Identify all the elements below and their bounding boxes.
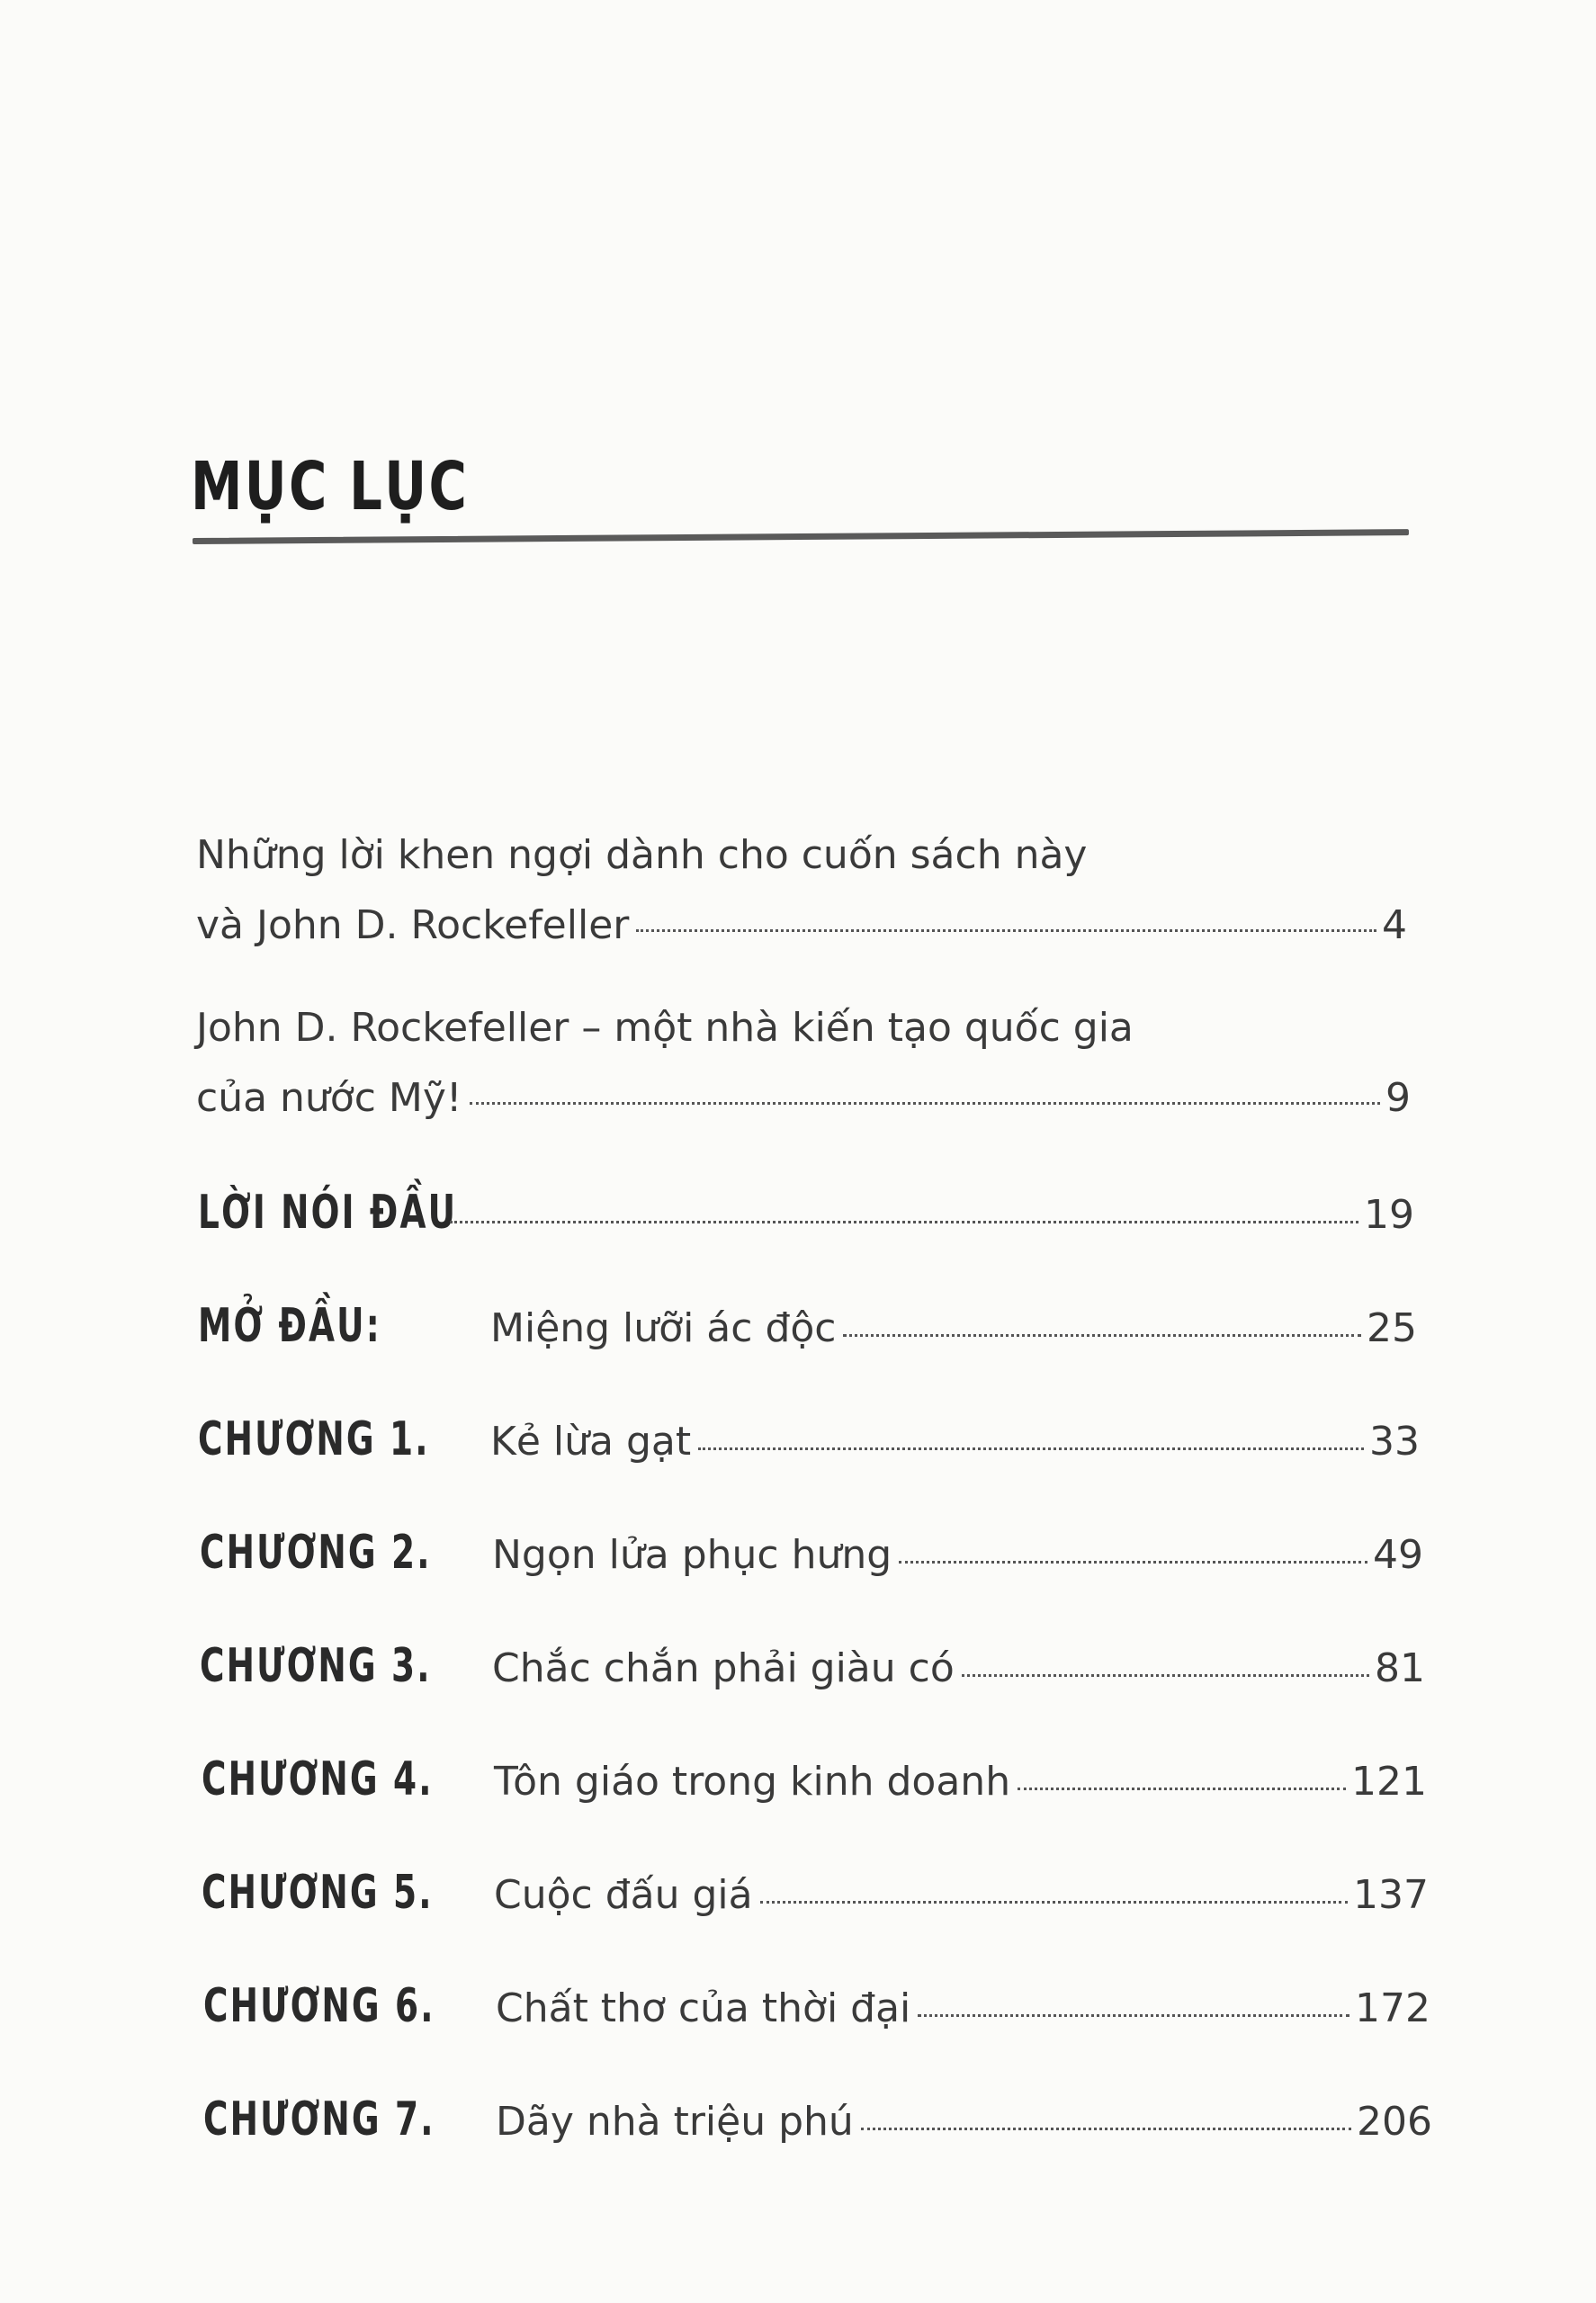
toc-entry-text: Những lời khen ngợi dành cho cuốn sách này — [196, 832, 1088, 878]
toc-entry-text: của nước Mỹ! — [196, 1075, 462, 1121]
toc-entry-text: Miệng lưỡi ác độc — [490, 1305, 837, 1351]
dot-leader — [636, 929, 1376, 932]
page-number: 81 — [1375, 1645, 1425, 1691]
toc-entry-praise[interactable] — [196, 902, 1407, 948]
dot-leader — [861, 2128, 1351, 2130]
toc-entry-text: Kẻ lừa gạt — [490, 1419, 692, 1465]
toc-entry-text: Chất thơ của thời đại — [496, 1985, 911, 2031]
page-number: 33 — [1369, 1419, 1420, 1465]
page-number: 206 — [1357, 2099, 1432, 2145]
toc-entry-chapter-5[interactable] — [202, 1866, 1429, 1920]
section-label: CHƯƠNG 5. — [202, 1866, 434, 1920]
toc-entry-text: Cuộc đấu giá — [494, 1872, 753, 1918]
toc-entry-text: Dãy nhà triệu phú — [496, 2099, 854, 2145]
toc-entry-text: Ngọn lửa phục hưng — [492, 1532, 892, 1578]
section-label: CHƯƠNG 2. — [200, 1526, 432, 1580]
toc-entry-text: và John D. Rockefeller — [196, 902, 630, 948]
toc-entry-foreword[interactable] — [196, 1075, 1411, 1121]
dot-leader — [450, 1221, 1358, 1223]
toc-entry-chapter-7[interactable] — [203, 2092, 1432, 2146]
section-label: CHƯƠNG 3. — [200, 1639, 432, 1693]
section-label: CHƯƠNG 7. — [203, 2092, 435, 2146]
page-number: 25 — [1367, 1305, 1417, 1351]
toc-entry-chapter-3[interactable] — [200, 1639, 1425, 1693]
dot-leader — [698, 1447, 1364, 1450]
toc-entry-text: Tôn giáo trong kinh doanh — [494, 1759, 1011, 1805]
page-number: 121 — [1351, 1759, 1427, 1805]
page-number: 172 — [1355, 1985, 1430, 2031]
section-label: CHƯƠNG 1. — [198, 1412, 430, 1466]
toc-entry-text: John D. Rockefeller – một nhà kiến tạo quốc gia — [196, 1005, 1134, 1051]
dot-leader — [760, 1901, 1348, 1904]
dot-leader — [843, 1334, 1361, 1337]
toc-entry-preface[interactable] — [198, 1186, 1414, 1240]
section-label: MỞ ĐẦU: — [198, 1299, 381, 1353]
page-title: MỤC LỤC — [191, 448, 470, 525]
toc-entry-chapter-2[interactable] — [200, 1526, 1423, 1580]
dot-leader — [899, 1561, 1367, 1564]
toc-entry-chapter-6[interactable] — [203, 1979, 1430, 2033]
page-number: 9 — [1385, 1075, 1411, 1121]
page-number: 137 — [1353, 1872, 1429, 1918]
section-label: CHƯƠNG 4. — [202, 1752, 434, 1806]
dot-leader — [918, 2014, 1349, 2017]
section-label: CHƯƠNG 6. — [203, 1979, 435, 2033]
page-number: 49 — [1373, 1532, 1423, 1578]
toc-entry-chapter-1[interactable] — [198, 1412, 1420, 1466]
dot-leader — [962, 1674, 1369, 1677]
section-label: LỜI NÓI ĐẦU — [198, 1186, 458, 1240]
dot-leader — [1018, 1788, 1346, 1790]
toc-entry-chapter-4[interactable] — [202, 1752, 1427, 1806]
toc-entry-foreword-line1 — [196, 1005, 1134, 1051]
page-number: 4 — [1382, 902, 1407, 948]
toc-entry-intro[interactable] — [198, 1299, 1417, 1353]
page-number: 19 — [1364, 1192, 1414, 1238]
toc-entry-praise-line1 — [196, 832, 1087, 878]
toc-entry-text: Chắc chắn phải giàu có — [492, 1645, 955, 1691]
dot-leader — [470, 1102, 1380, 1105]
